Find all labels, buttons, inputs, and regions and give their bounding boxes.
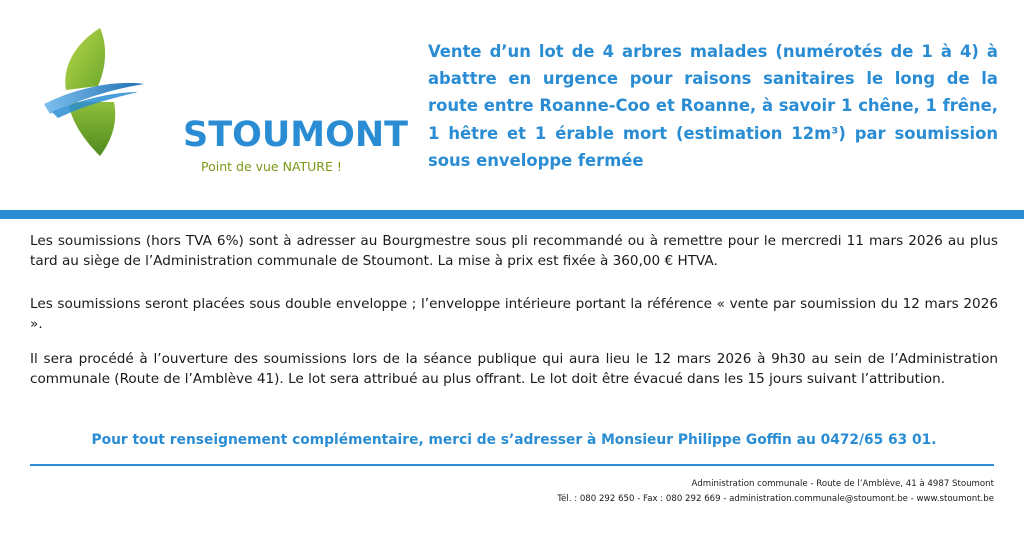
logo-wordmark: STOUMONT (183, 115, 409, 155)
footer-divider (30, 464, 994, 466)
footer-contact-details: Tél. : 080 292 650 - Fax : 080 292 669 - administration.communale@stoumont.be - www.stoumont.be (557, 494, 994, 504)
header-divider (0, 210, 1024, 219)
paragraph-submission-terms: Les soumissions (hors TVA 6%) sont à adresser au Bourgmestre sous pli recommandé ou à remettre pour le mercredi 11 mars 2026 au plus tard au siège de l’Administration communale de Stoumont. La mise à prix est fixée à 360,00 € HTVA. (30, 233, 998, 269)
footer-address: Administration communale - Route de l’Amblève, 41 à 4987 Stoumont (691, 479, 994, 489)
logo-tagline: Point de vue NATURE ! (201, 159, 342, 174)
paragraph-envelope-instructions: Les soumissions seront placées sous double enveloppe ; l’enveloppe intérieure portant la référence « vente par soumission du 12 mars 2026 ». (30, 296, 998, 332)
stoumont-logo (40, 28, 409, 174)
contact-line: Pour tout renseignement complémentaire, merci de s’adresser à Monsieur Philippe Goffin au 0472/65 63 01. (91, 432, 937, 448)
paragraph-opening-procedure: Il sera procédé à l’ouverture des soumissions lors de la séance publique qui aura lieu le 12 mars 2026 à 9h30 au sein de l’Administration communale (Route de l’Amblève 41). Le lot sera attribué au plus offrant. Le lot doit être évacué dans les 15 jours suivant l’attribution. (30, 351, 998, 387)
announcement-headline: Vente d’un lot de 4 arbres malades (numérotés de 1 à 4) à abattre en urgence pour raisons sanitaires le long de la route entre Roanne-Coo et Roanne, à savoir 1 chêne, 1 frêne, 1 hêtre et 1 érable mort (estimation 12m³) par soumission sous enveloppe fermée (428, 42, 998, 170)
